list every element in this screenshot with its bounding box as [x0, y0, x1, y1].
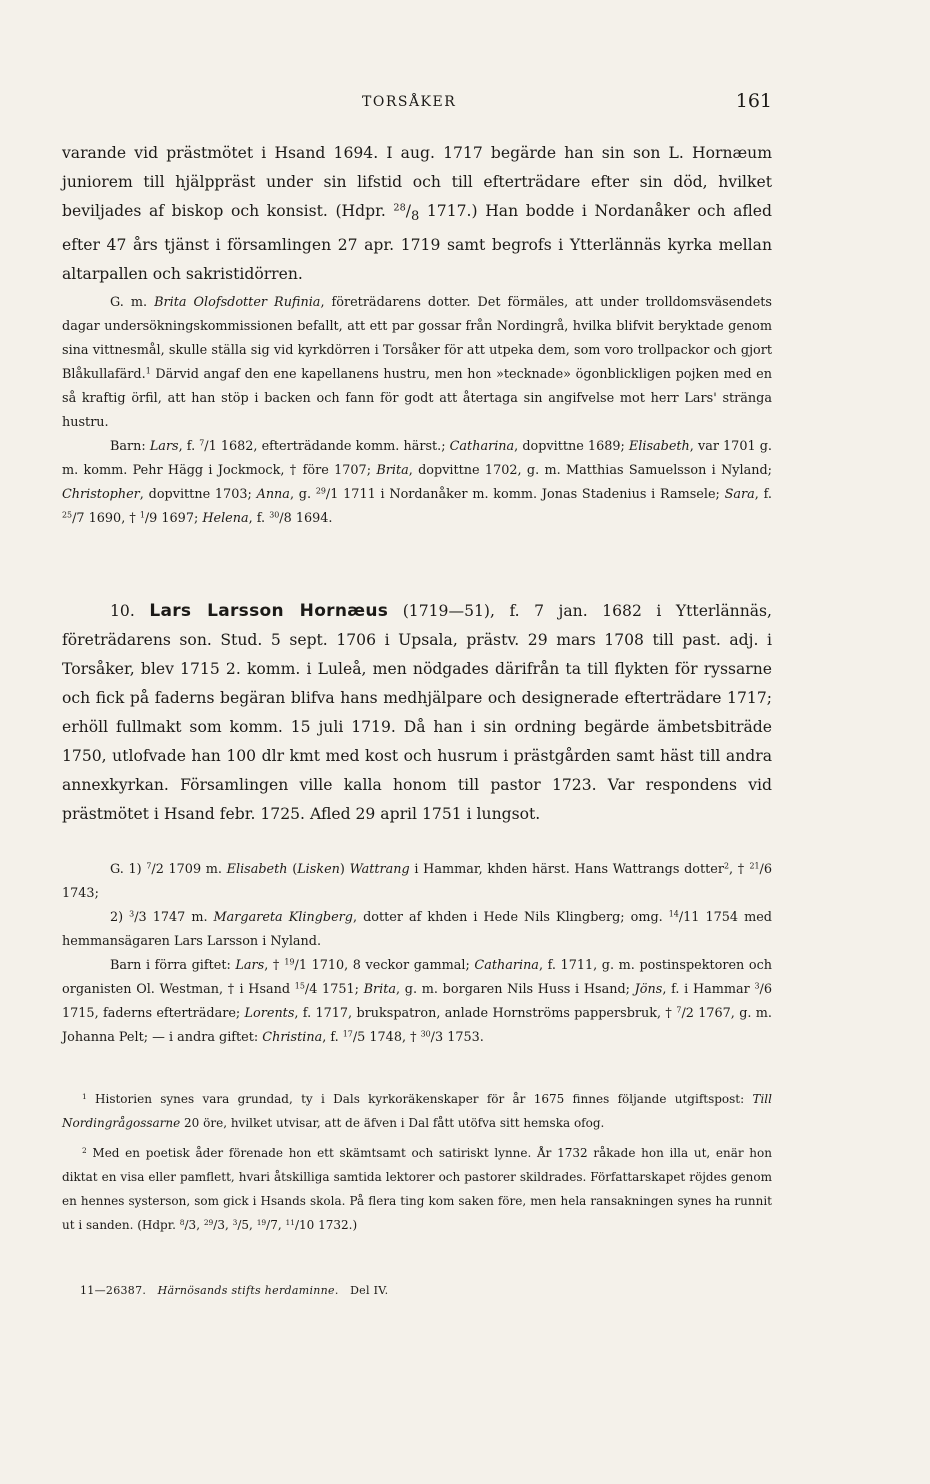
entry-number: 10. — [110, 602, 135, 620]
footnotes — [62, 1087, 772, 1237]
header-title: TORSÅKER — [362, 94, 457, 110]
footnote-ref: 1 — [145, 366, 151, 376]
footnote-2: $^2$ Med en poetisk åder förenade hon ett skämtsamt och satiriskt lynne. År 1732 råkade hon illa ut, enär hon diktat en visa eller pamflett, hvari åtskilliga samtida lektorer och pastorer skildrades. Författarskapet röjdes genom en hennes systerson, som gick i Hsands skola. På flera ting kom saken före, men hela ransakningen synes ha runnit ut i sanden. (Hdpr. $^8$/3, $^{29}$/3, $^3$/5, $^{19}$/7, $^{11}$/10 1732.) — [62, 1145, 772, 1232]
page-number: 161 — [735, 90, 772, 112]
volume: Del IV. — [350, 1284, 389, 1297]
footnote-ref: 2 — [723, 861, 730, 871]
signature-code: 11—26387. — [80, 1284, 147, 1297]
entry-10-notes — [62, 858, 772, 1050]
marriage-1: G. 1) $^7$/2 1709 m. Elisabeth (Lisken) Wattrang i Hammar, khden härst. Hans Wattrangs dotter$^2$, † $^{21}$/6 1743; — [62, 861, 772, 901]
entry-9-notes — [62, 291, 772, 531]
entry-10-paragraph: 10. Lars Larsson Hornæus (1719—51), f. 7 jan. 1682 i Ytterlännäs, företrädarens son. Stud. 5 sept. 1706 i Upsala, prästv. 29 mars 1708 till past. adj. i Torsåker, blev 1715 2. komm. i Luleå, men nödgades därifrån ta till flykten för ryssarne och fick på faderns begäran blifva hans medhjälpare och designerade efterträdare 1717; erhöll fullmakt som komm. 15 juli 1719. Då han i sin ordning begärde ämbetsbiträde 1750, utlofvade han 100 dlr kmt med kost och husrum i prästgården samt häst till andra annexkyrkan. Församlingen ville kalla honom till pastor 1723. Var respondens vid prästmötet i Hsand febr. 1725. Afled 29 april 1751 i lungsot. — [62, 601, 772, 823]
children-paragraph: Barn i förra giftet: Lars, † $^{19}$/1 1710, 8 veckor gammal; Catharina, f. 1711, g. m. postinspektoren och organisten Ol. Westman, † i Hsand $^{15}$/4 1751; Brita, g. m. borgaren Nils Huss i Hsand; Jöns, f. i Hammar $^3$/6 1715, faderns efterträdare; Lorents, f. 1717, brukspatron, anlade Hornströms pappersbruk, † $^7$/2 1767, g. m. Johanna Pelt; — i andra giftet: Christina, f. $^{17}$/5 1748, † $^{30}$/3 1753. — [62, 957, 772, 1045]
footnote-1: $^1$ Historien synes vara grundad, ty i Dals kyrkoräkenskaper för år 1675 finnes följande utgiftspost: Till Nordingrågossarne 20 öre, hvilket utvisar, att de äfven i Dal fått utöfva sitt hemska ofog. — [62, 1091, 772, 1130]
paragraph: varande vid prästmötet i Hsand 1694. I aug. 1717 begärde han sin son L. Hornæum juniorem till hjälppräst under sin lifstid och till efterträdare efter sin död, hvilket beviljades af biskop och konsist. (Hdpr. $^{28}/_8$ 1717.) Han bodde i Nordanåker och afled efter 47 års tjänst i församlingen 27 apr. 1719 samt begrofs i Ytterlännäs kyrka mellan altarpallen och sakristidörren. — [62, 144, 772, 284]
children-paragraph: Barn: Lars, f. $^7$/1 1682, efterträdande komm. härst.; Catharina, dopvittne 1689; Elisabeth, var 1701 g. m. komm. Pehr Hägg i Jockmock, † före 1707; Brita, dopvittne 1702, g. m. Matthias Samuelsson i Nyland; Christopher, dopvittne 1703; Anna, g. $^{29}$/1 1711 i Nordanåker m. komm. Jonas Stadenius i Ramsele; Sara, f. $^{25}$/7 1690, † $^1$/9 1697; Helena, f. $^{30}$/8 1694. — [62, 438, 772, 526]
entry-10 — [62, 597, 772, 829]
entry-name: Lars Larsson Hornæus — [149, 601, 389, 621]
marriage-paragraph: G. m. Brita Olofsdotter Rufinia, företrädarens dotter. Det förmäles, att under trolldomsväsendets dagar undersökningskommissionen befallt, att ett par gossar från Nordingrå, hvilka blifvit beryktade genom sina vittnesmål, skulle ställa sig vid kyrkdörren i Torsåker för att utpeka dem, som voro trollpackor och gjort Blåkullafärd.$^1$ Därvid angaf den ene kapellanens hustru, men hon »tecknade» ögonblickligen pojken med en så kraftig örfil, att han stöp i backen och fann för godt att återtaga sin angifvelse mot herr Lars' stränga hustru. — [62, 295, 772, 430]
marriage-2: 2) $^3$/3 1747 m. Margareta Klingberg, dotter af khden i Hede Nils Klingberg; omg. $^{14}$/11 1754 med hemmansägaren Lars Larsson i Nyland. — [62, 909, 772, 949]
book-title: Härnösands stifts herdaminne. — [157, 1284, 339, 1297]
page-footer — [80, 1284, 388, 1297]
running-header — [62, 90, 772, 118]
entry-9-continuation — [62, 139, 772, 289]
